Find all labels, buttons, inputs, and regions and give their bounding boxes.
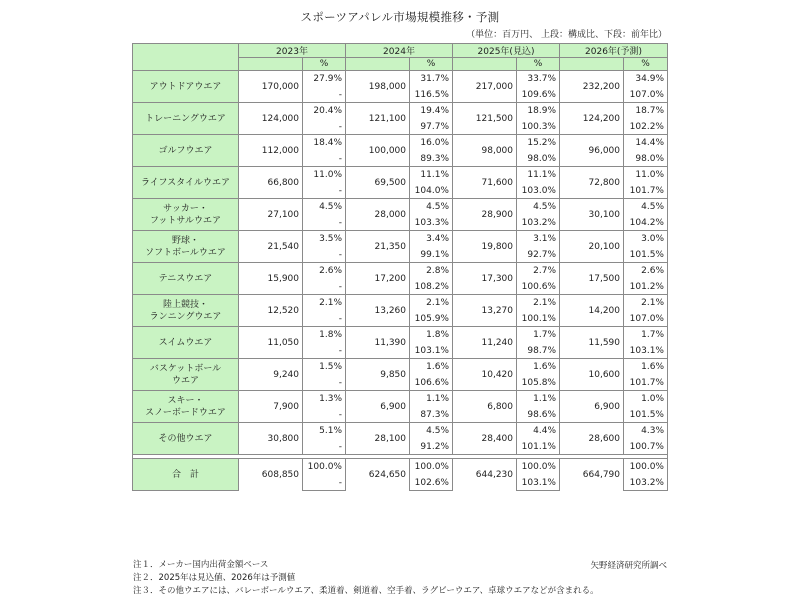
table-row	[133, 231, 668, 248]
market-value: 15,900	[239, 263, 303, 295]
yoy-pct: 87.3%	[410, 407, 453, 423]
market-value: 98,000	[453, 135, 517, 167]
share-pct: 2.1%	[624, 295, 668, 312]
share-pct: 1.1%	[517, 391, 560, 408]
share-pct: 1.8%	[303, 327, 346, 344]
value-subheader	[239, 58, 303, 71]
market-value: 11,240	[453, 327, 517, 359]
share-pct: 1.5%	[303, 359, 346, 376]
market-value: 28,900	[453, 199, 517, 231]
yoy-pct: 104.2%	[624, 215, 668, 231]
market-value: 10,420	[453, 359, 517, 391]
share-pct: 2.6%	[624, 263, 668, 280]
market-value: 12,520	[239, 295, 303, 327]
category-name: スキー・ スノーボードウエア	[133, 391, 239, 423]
yoy-pct: 100.3%	[517, 119, 560, 135]
header-corner	[133, 44, 239, 71]
market-value: 17,500	[560, 263, 624, 295]
category-name: 合 計	[133, 459, 239, 491]
year-header: 2024年	[346, 44, 453, 58]
yoy-pct: 105.8%	[517, 375, 560, 391]
yoy-pct: 106.6%	[410, 375, 453, 391]
market-value: 7,900	[239, 391, 303, 423]
yoy-pct: 103.3%	[410, 215, 453, 231]
table-row	[133, 359, 668, 376]
share-pct: 1.8%	[410, 327, 453, 344]
share-pct: 4.5%	[303, 199, 346, 216]
yoy-pct: 103.1%	[517, 475, 560, 491]
share-pct: 100.0%	[410, 459, 453, 476]
share-pct: 2.6%	[303, 263, 346, 280]
yoy-pct: 98.7%	[517, 343, 560, 359]
share-pct: 16.0%	[410, 135, 453, 152]
table-title: スポーツアパレル市場規模推移・予測	[300, 10, 500, 24]
market-value: 28,100	[346, 423, 410, 455]
market-value: 124,200	[560, 103, 624, 135]
market-value: 100,000	[346, 135, 410, 167]
yoy-pct: -	[303, 87, 346, 103]
yoy-pct: 98.6%	[517, 407, 560, 423]
category-name: ライフスタイルウエア	[133, 167, 239, 199]
market-size-table	[132, 43, 668, 491]
share-pct: 4.5%	[624, 199, 668, 216]
market-value: 608,850	[239, 459, 303, 491]
yoy-pct: 103.1%	[410, 343, 453, 359]
share-pct: 15.2%	[517, 135, 560, 152]
yoy-pct: 100.6%	[517, 279, 560, 295]
yoy-pct: 91.2%	[410, 439, 453, 455]
yoy-pct: 102.6%	[410, 475, 453, 491]
market-value: 13,260	[346, 295, 410, 327]
market-value: 624,650	[346, 459, 410, 491]
share-pct: 11.1%	[410, 167, 453, 184]
share-pct: 20.4%	[303, 103, 346, 120]
yoy-pct: -	[303, 475, 346, 491]
share-pct: 3.4%	[410, 231, 453, 248]
market-value: 6,900	[346, 391, 410, 423]
market-value: 6,800	[453, 391, 517, 423]
market-value: 664,790	[560, 459, 624, 491]
yoy-pct: -	[303, 439, 346, 455]
footnote: 注１．メーカー国内出荷金額ベース	[133, 560, 269, 570]
market-value: 28,400	[453, 423, 517, 455]
share-pct: 4.5%	[410, 423, 453, 440]
market-value: 232,200	[560, 71, 624, 103]
share-pct: 1.3%	[303, 391, 346, 408]
market-value: 21,540	[239, 231, 303, 263]
market-value: 27,100	[239, 199, 303, 231]
pct-subheader: %	[517, 58, 560, 71]
market-value: 20,100	[560, 231, 624, 263]
table-row	[133, 295, 668, 312]
category-name: バスケットボール ウエア	[133, 359, 239, 391]
yoy-pct: 97.7%	[410, 119, 453, 135]
share-pct: 5.1%	[303, 423, 346, 440]
share-pct: 100.0%	[624, 459, 668, 476]
market-value: 11,390	[346, 327, 410, 359]
yoy-pct: 103.2%	[517, 215, 560, 231]
yoy-pct: 101.5%	[624, 247, 668, 263]
table-row	[133, 423, 668, 440]
table-row	[133, 135, 668, 152]
category-name: スイムウエア	[133, 327, 239, 359]
yoy-pct: -	[303, 407, 346, 423]
yoy-pct: -	[303, 151, 346, 167]
share-pct: 2.1%	[303, 295, 346, 312]
market-value: 124,000	[239, 103, 303, 135]
yoy-pct: -	[303, 183, 346, 199]
yoy-pct: 108.2%	[410, 279, 453, 295]
yoy-pct: 100.1%	[517, 311, 560, 327]
share-pct: 19.4%	[410, 103, 453, 120]
unit-note: （単位：百万円、 上段：構成比、下段：前年比）	[466, 30, 667, 40]
yoy-pct: 116.5%	[410, 87, 453, 103]
market-value: 66,800	[239, 167, 303, 199]
yoy-pct: 105.9%	[410, 311, 453, 327]
share-pct: 2.1%	[517, 295, 560, 312]
market-value: 71,600	[453, 167, 517, 199]
table-row	[133, 327, 668, 344]
share-pct: 27.9%	[303, 71, 346, 88]
share-pct: 31.7%	[410, 71, 453, 88]
yoy-pct: -	[303, 279, 346, 295]
share-pct: 3.0%	[624, 231, 668, 248]
market-value: 72,800	[560, 167, 624, 199]
yoy-pct: 99.1%	[410, 247, 453, 263]
share-pct: 1.6%	[624, 359, 668, 376]
market-value: 121,500	[453, 103, 517, 135]
market-value: 10,600	[560, 359, 624, 391]
yoy-pct: 98.0%	[517, 151, 560, 167]
table-row	[133, 71, 668, 88]
market-value: 9,850	[346, 359, 410, 391]
value-subheader	[453, 58, 517, 71]
share-pct: 2.8%	[410, 263, 453, 280]
yoy-pct: -	[303, 119, 346, 135]
yoy-pct: 98.0%	[624, 151, 668, 167]
yoy-pct: -	[303, 247, 346, 263]
category-name: アウトドアウエア	[133, 71, 239, 103]
share-pct: 11.0%	[624, 167, 668, 184]
pct-subheader: %	[303, 58, 346, 71]
share-pct: 11.1%	[517, 167, 560, 184]
share-pct: 18.9%	[517, 103, 560, 120]
yoy-pct: 103.2%	[624, 475, 668, 491]
category-name: 野球・ ソフトボールウエア	[133, 231, 239, 263]
yoy-pct: 101.5%	[624, 407, 668, 423]
yoy-pct: 100.7%	[624, 439, 668, 455]
market-value: 644,230	[453, 459, 517, 491]
yoy-pct: 109.6%	[517, 87, 560, 103]
table-row	[133, 167, 668, 184]
market-value: 13,270	[453, 295, 517, 327]
share-pct: 1.0%	[624, 391, 668, 408]
yoy-pct: -	[303, 215, 346, 231]
category-name: 陸上競技・ ランニングウエア	[133, 295, 239, 327]
share-pct: 2.1%	[410, 295, 453, 312]
yoy-pct: -	[303, 343, 346, 359]
yoy-pct: 101.7%	[624, 183, 668, 199]
market-value: 198,000	[346, 71, 410, 103]
share-pct: 4.5%	[517, 199, 560, 216]
share-pct: 14.4%	[624, 135, 668, 152]
share-pct: 100.0%	[303, 459, 346, 476]
market-value: 30,100	[560, 199, 624, 231]
share-pct: 100.0%	[517, 459, 560, 476]
share-pct: 33.7%	[517, 71, 560, 88]
market-value: 11,050	[239, 327, 303, 359]
market-value: 6,900	[560, 391, 624, 423]
share-pct: 1.6%	[410, 359, 453, 376]
footnotes	[133, 559, 599, 598]
yoy-pct: 101.2%	[624, 279, 668, 295]
share-pct: 1.7%	[517, 327, 560, 344]
market-value: 11,590	[560, 327, 624, 359]
yoy-pct: 92.7%	[517, 247, 560, 263]
category-name: トレーニングウエア	[133, 103, 239, 135]
yoy-pct: 107.0%	[624, 311, 668, 327]
table-row	[133, 199, 668, 216]
yoy-pct: 103.0%	[517, 183, 560, 199]
yoy-pct: -	[303, 311, 346, 327]
table-row	[133, 263, 668, 280]
yoy-pct: 101.1%	[517, 439, 560, 455]
market-value: 9,240	[239, 359, 303, 391]
market-value: 69,500	[346, 167, 410, 199]
share-pct: 3.1%	[517, 231, 560, 248]
source-credit: 矢野経済研究所調べ	[590, 561, 667, 571]
footnote: 注２．2025年は見込値、2026年は予測値	[133, 573, 296, 583]
market-value: 28,600	[560, 423, 624, 455]
share-pct: 11.0%	[303, 167, 346, 184]
share-pct: 2.7%	[517, 263, 560, 280]
share-pct: 4.3%	[624, 423, 668, 440]
market-value: 121,100	[346, 103, 410, 135]
pct-subheader: %	[410, 58, 453, 71]
total-row	[133, 459, 668, 476]
yoy-pct: 104.0%	[410, 183, 453, 199]
market-value: 19,800	[453, 231, 517, 263]
year-header: 2023年	[239, 44, 346, 58]
market-value: 96,000	[560, 135, 624, 167]
year-header: 2026年(予測)	[560, 44, 668, 58]
market-value: 28,000	[346, 199, 410, 231]
year-header: 2025年(見込)	[453, 44, 560, 58]
share-pct: 4.5%	[410, 199, 453, 216]
share-pct: 1.6%	[517, 359, 560, 376]
category-name: テニスウエア	[133, 263, 239, 295]
value-subheader	[560, 58, 624, 71]
share-pct: 18.4%	[303, 135, 346, 152]
share-pct: 1.7%	[624, 327, 668, 344]
yoy-pct: -	[303, 375, 346, 391]
share-pct: 3.5%	[303, 231, 346, 248]
market-value: 217,000	[453, 71, 517, 103]
table-row	[133, 391, 668, 408]
yoy-pct: 89.3%	[410, 151, 453, 167]
yoy-pct: 102.2%	[624, 119, 668, 135]
market-value: 30,800	[239, 423, 303, 455]
yoy-pct: 103.1%	[624, 343, 668, 359]
pct-subheader: %	[624, 58, 668, 71]
share-pct: 4.4%	[517, 423, 560, 440]
yoy-pct: 101.7%	[624, 375, 668, 391]
market-value: 17,200	[346, 263, 410, 295]
table-row	[133, 103, 668, 120]
market-value: 112,000	[239, 135, 303, 167]
market-value: 170,000	[239, 71, 303, 103]
share-pct: 1.1%	[410, 391, 453, 408]
value-subheader	[346, 58, 410, 71]
share-pct: 34.9%	[624, 71, 668, 88]
share-pct: 18.7%	[624, 103, 668, 120]
category-name: ゴルフウエア	[133, 135, 239, 167]
market-value: 17,300	[453, 263, 517, 295]
category-name: その他ウエア	[133, 423, 239, 455]
footnote: 注３．その他ウエアには、バレーボールウエア、柔道着、剣道着、空手着、ラグビーウエア、卓球ウエアなどが含まれる。	[133, 586, 599, 596]
market-value: 21,350	[346, 231, 410, 263]
category-name: サッカー・ フットサルウエア	[133, 199, 239, 231]
market-value: 14,200	[560, 295, 624, 327]
yoy-pct: 107.0%	[624, 87, 668, 103]
